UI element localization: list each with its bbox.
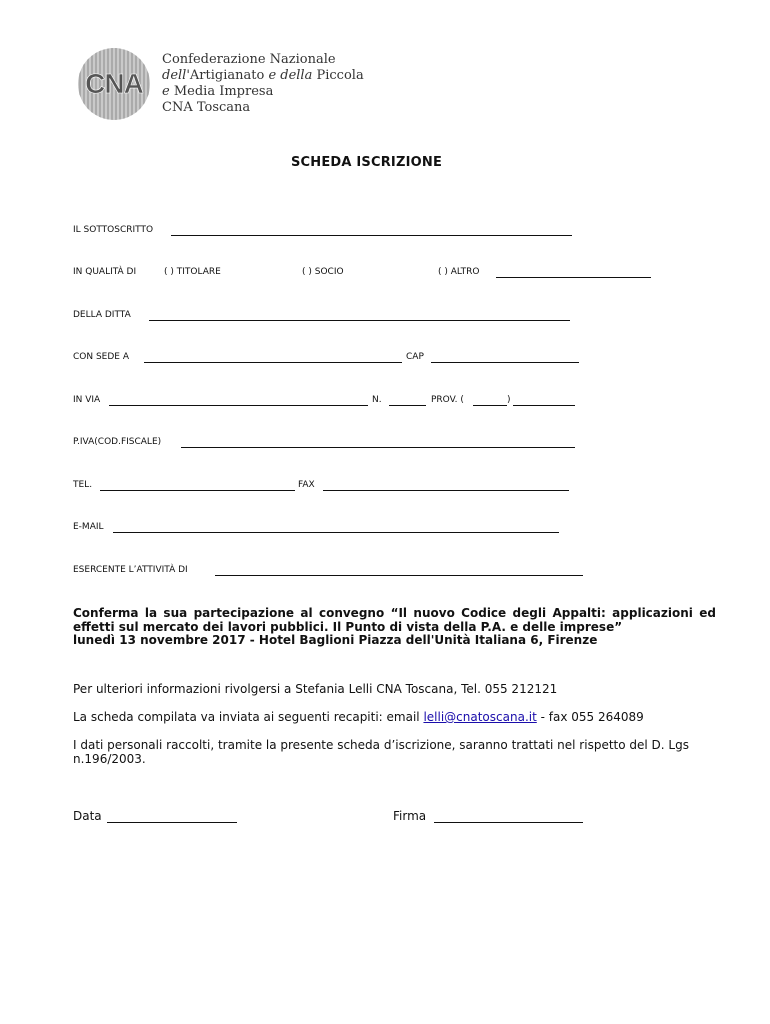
qualita-row bbox=[73, 266, 673, 280]
fax-field[interactable] bbox=[323, 490, 569, 491]
prov-label: PROV. ( bbox=[431, 395, 464, 405]
org-line-3: e Media Impresa bbox=[162, 84, 274, 99]
via-field[interactable] bbox=[109, 405, 368, 406]
cna-logo bbox=[74, 46, 154, 122]
event-confirmation bbox=[73, 607, 716, 648]
organization-name bbox=[162, 52, 364, 116]
email-label: E-MAIL bbox=[73, 522, 104, 532]
cap-label: CAP bbox=[406, 352, 424, 362]
socio-option[interactable]: ( ) SOCIO bbox=[302, 267, 344, 277]
via-row bbox=[73, 394, 593, 408]
prov-extra-field[interactable] bbox=[513, 405, 575, 406]
attivita-row bbox=[73, 564, 593, 578]
attivita-field[interactable] bbox=[215, 575, 583, 576]
tel-field[interactable] bbox=[100, 490, 295, 491]
prov-field[interactable] bbox=[473, 405, 507, 406]
invio-paragraph: La scheda compilata va inviata ai seguenti recapiti: email lelli@cnatoscana.it - fax 055 264089 bbox=[73, 710, 644, 724]
org-line-4: CNA Toscana bbox=[162, 100, 251, 115]
sede-field[interactable] bbox=[144, 362, 402, 363]
event-confirmation-text: Conferma la sua partecipazione al convegno “Il nuovo Codice degli Appalti: applicazioni ed effetti sul mercato dei lavori pubblici. Il Punto di vista della P.A. e delle imprese” bbox=[73, 606, 716, 634]
ditta-label: DELLA DITTA bbox=[73, 310, 131, 320]
cna-logo-text: CNA bbox=[85, 68, 143, 99]
info-paragraph: Per ulteriori informazioni rivolgersi a Stefania Lelli CNA Toscana, Tel. 055 212121 bbox=[73, 682, 558, 696]
firma-field[interactable] bbox=[434, 822, 583, 823]
sottoscritto-row bbox=[73, 224, 593, 238]
via-label: IN VIA bbox=[73, 395, 101, 405]
event-date-place: lunedì 13 novembre 2017 - Hotel Baglioni Piazza dell'Unità Italiana 6, Firenze bbox=[73, 633, 598, 647]
qualita-label: IN QUALITÀ DI bbox=[73, 267, 137, 277]
data-label: Data bbox=[73, 809, 102, 823]
email-row bbox=[73, 521, 593, 535]
piva-row bbox=[73, 436, 593, 450]
org-line-1: Confederazione Nazionale bbox=[162, 52, 336, 67]
cap-field[interactable] bbox=[431, 362, 579, 363]
signature-row bbox=[73, 808, 713, 828]
org-line-2: dell'Artigianato e della Piccola bbox=[162, 68, 364, 83]
attivita-label: ESERCENTE L’ATTIVITÀ DI bbox=[73, 565, 188, 575]
sede-label: CON SEDE A bbox=[73, 352, 129, 362]
letterhead bbox=[74, 46, 414, 122]
fax-label: FAX bbox=[298, 480, 315, 490]
sede-row bbox=[73, 351, 593, 365]
data-field[interactable] bbox=[107, 822, 237, 823]
email-field[interactable] bbox=[113, 532, 559, 533]
altro-field[interactable] bbox=[496, 277, 651, 278]
tel-row bbox=[73, 479, 593, 493]
tel-label: TEL. bbox=[73, 480, 93, 490]
page-title: SCHEDA ISCRIZIONE bbox=[290, 155, 443, 170]
numero-label: N. bbox=[372, 395, 382, 405]
titolare-option[interactable]: ( ) TITOLARE bbox=[164, 267, 221, 277]
ditta-field[interactable] bbox=[149, 320, 570, 321]
piva-label: P.IVA(COD.FISCALE) bbox=[73, 437, 162, 447]
altro-option[interactable]: ( ) ALTRO bbox=[438, 267, 480, 277]
sottoscritto-label: IL SOTTOSCRITTO bbox=[73, 225, 154, 235]
piva-field[interactable] bbox=[181, 447, 575, 448]
numero-field[interactable] bbox=[389, 405, 426, 406]
privacy-paragraph: I dati personali raccolti, tramite la presente scheda d’iscrizione, saranno trattati nel rispetto del D. Lgs n.196/2003. bbox=[73, 738, 689, 766]
ditta-row bbox=[73, 309, 593, 323]
prov-close: ) bbox=[507, 395, 511, 405]
sottoscritto-field[interactable] bbox=[171, 235, 572, 236]
email-link[interactable]: lelli@cnatoscana.it bbox=[423, 710, 537, 724]
firma-label: Firma bbox=[393, 809, 427, 823]
